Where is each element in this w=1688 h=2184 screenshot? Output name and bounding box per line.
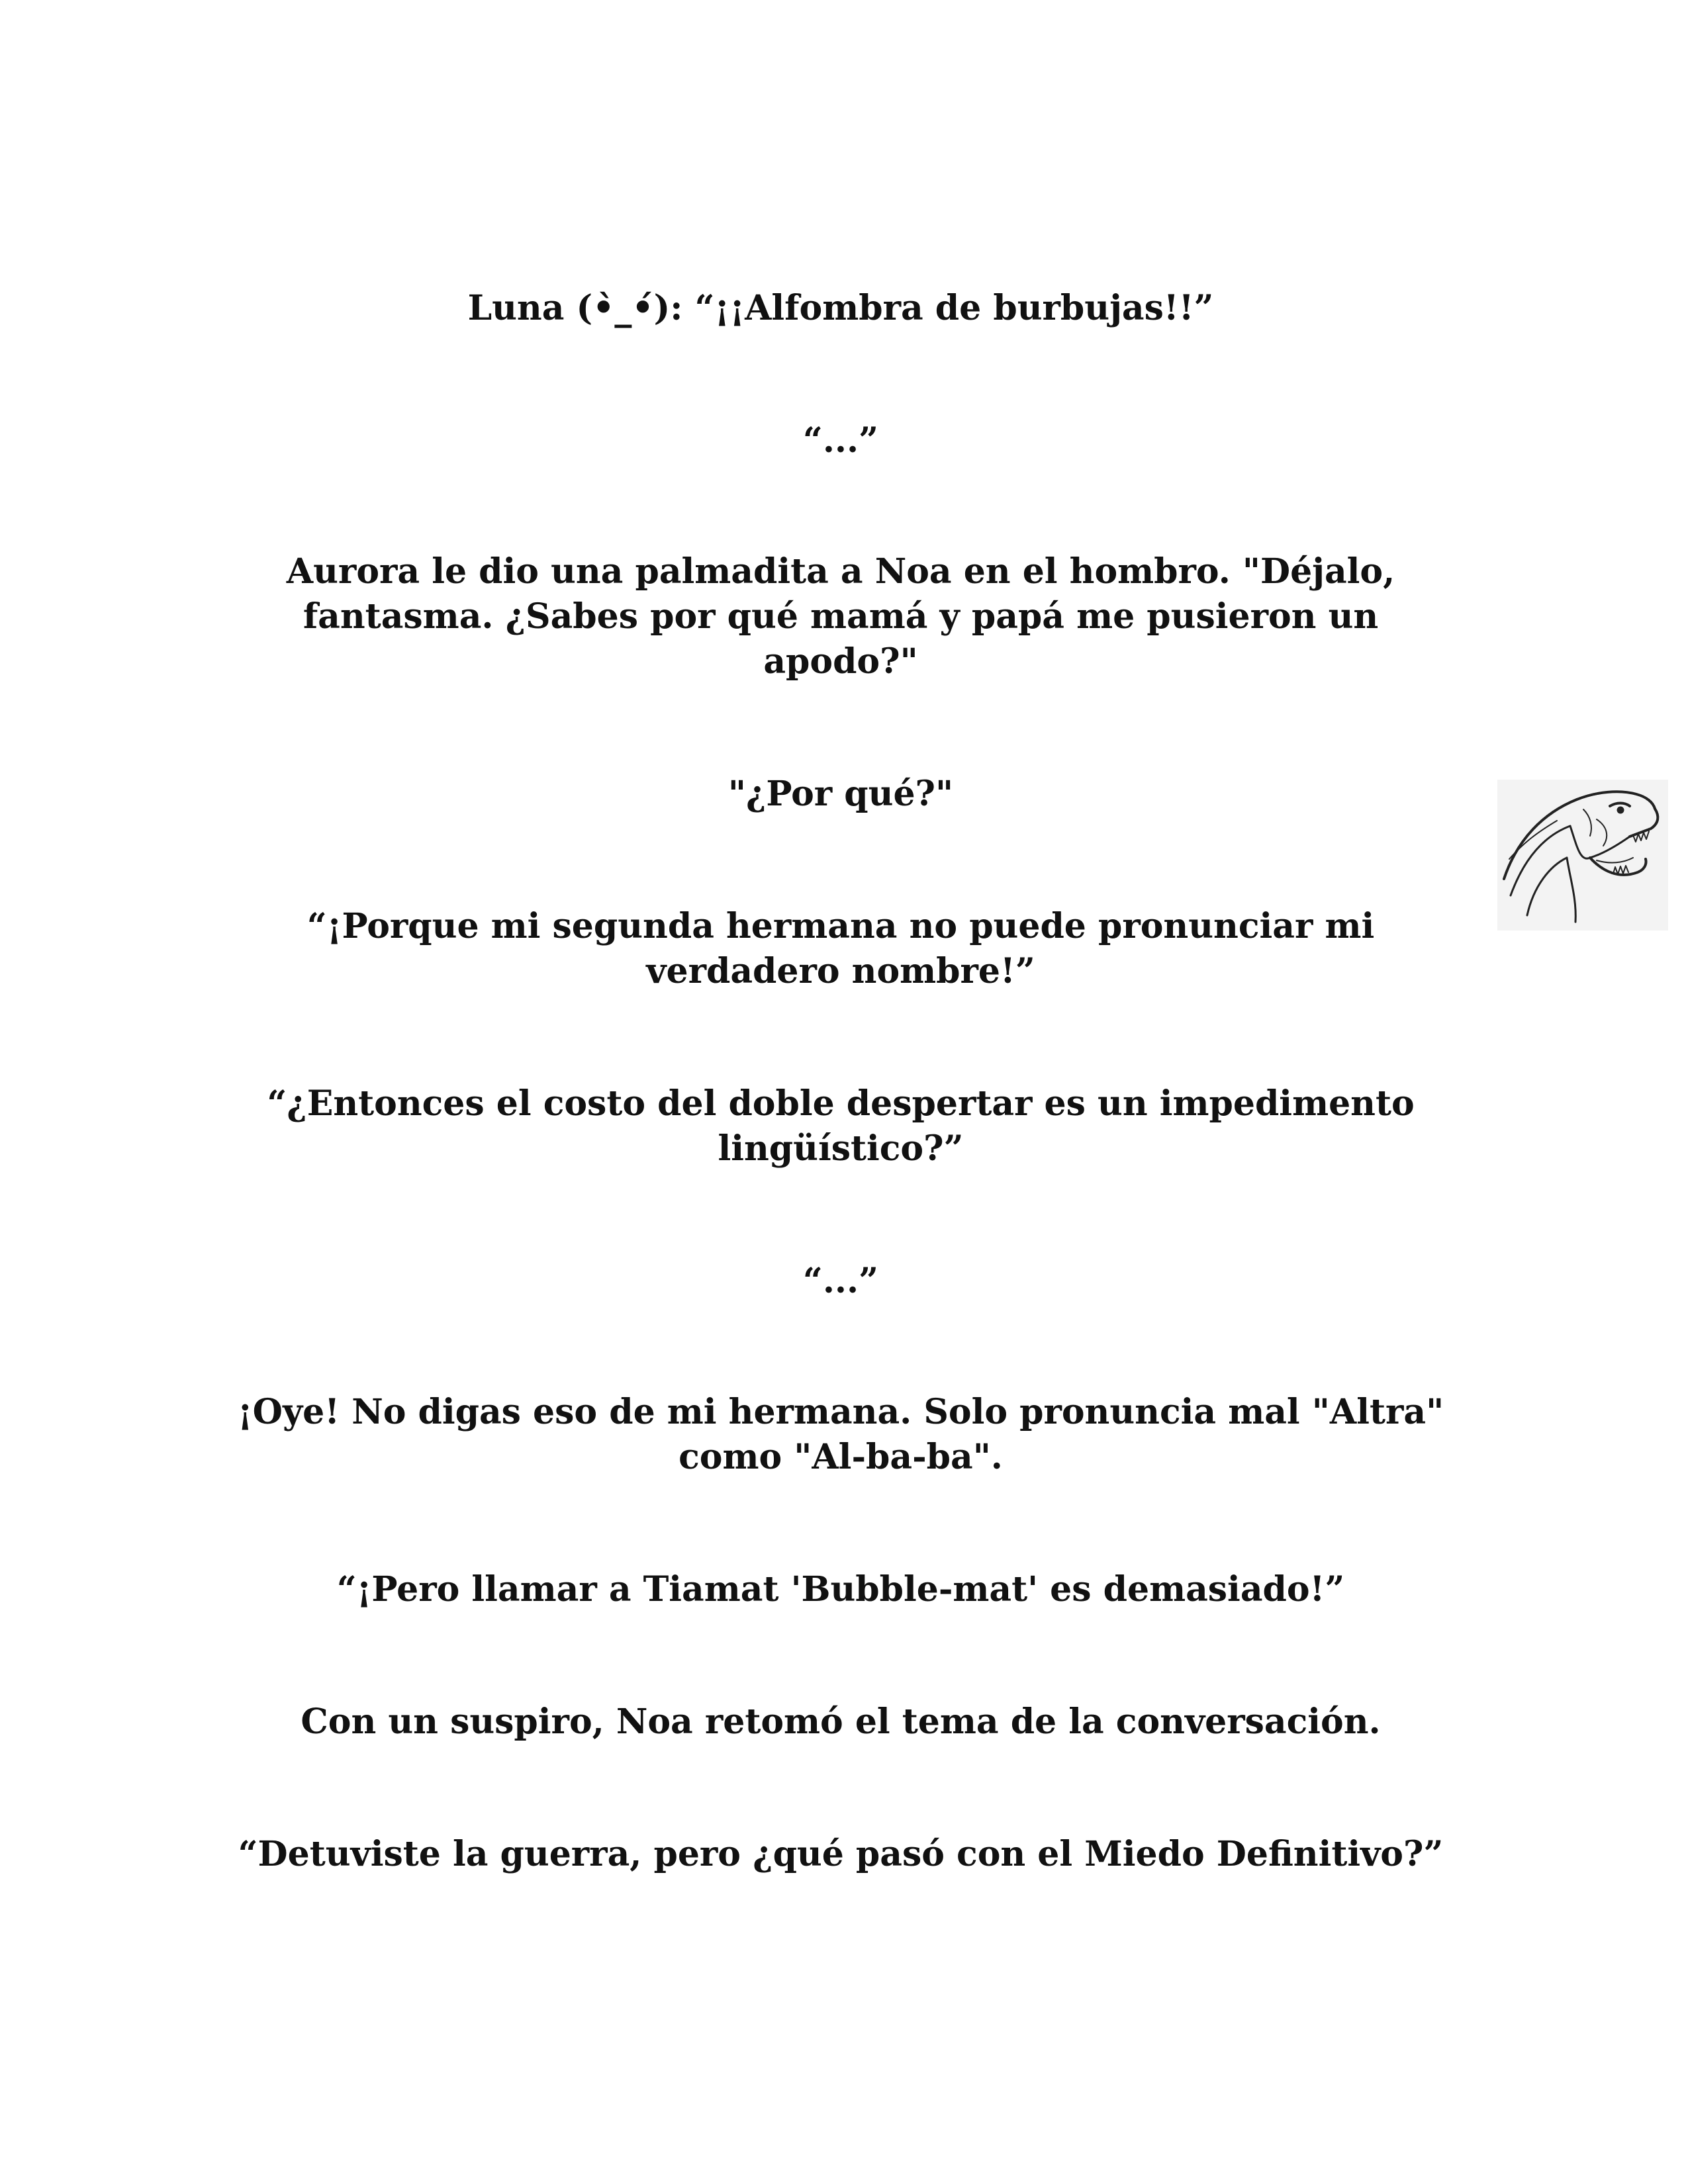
paragraph-5: “¡Porque mi segunda hermana no puede pronunciar mi verdadero nombre!” [306,906,1375,991]
paragraph-6: “¿Entonces el costo del doble despertar es un impedimento lingüístico?” [267,1083,1415,1169]
dinosaur-sketch-icon [1497,780,1668,931]
paragraph-3: Aurora le dio una palmadita a Noa en el hombro. "Déjalo, fantasma. ¿Sabes por qué mamá y papá me pusieron un apodo?" [286,551,1395,682]
paragraph-4: "¿Por qué?" [727,774,954,814]
paragraph-2: “...” [802,420,879,461]
paragraph-8: ¡Oye! No digas eso de mi hermana. Solo pronuncia mal "Altra" como "Al-ba-ba". [237,1392,1444,1477]
paragraph-1: Luna (•̀_•́): “¡¡Alfombra de burbujas!!” [467,288,1214,328]
paragraph-7: “...” [802,1261,879,1301]
paragraph-10: Con un suspiro, Noa retomó el tema de la conversación. [301,1702,1381,1742]
paragraph-11: “Detuviste la guerra, pero ¿qué pasó con el Miedo Definitivo?” [238,1834,1444,1874]
paragraph-9: “¡Pero llamar a Tiamat 'Bubble-mat' es demasiado!” [336,1569,1345,1610]
